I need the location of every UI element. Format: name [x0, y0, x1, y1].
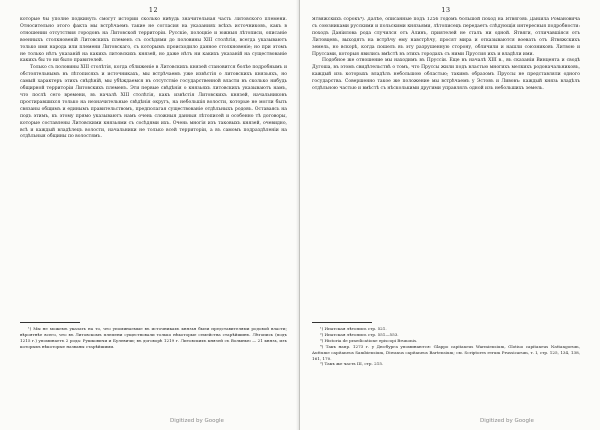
paragraph: Ятвяжскихъ сорокъ⁴). Далѣе, описанные подъ 1256 годомъ большой поход на Ятвяговъ Даніила Романовича съ союзниками русскими и польскими князьями, лѣтописецъ передаетъ слѣдующія интересныя подробности: походъ Даніилова рода случился отъ Алинъ, приятелей не сталъ ни одной. Ятвяги, отличавшiяся отъ Литовцевъ, выходятъ на встрѣчу ему навстрѣчу, просят мира и отказываются воевать отъ Ятвяжскихъ земель, но вскорѣ, когда пошелъ въ эту разрушенную сторону, обличили и нашли союзниковъ Литвою и Пруссами, которыя явились вмѣстѣ въ этихъ городахъ съ ними Пруссия ихъ и владѣли ими.	[312, 17, 580, 57]
digitized-watermark: Digitized by Google	[170, 418, 224, 424]
digitized-watermark: Digitized by Google	[480, 418, 534, 424]
footnote-rule	[20, 322, 80, 323]
body-text	[312, 17, 580, 314]
footnote: ⁵) Такъ же часть III, стр. 215.	[320, 361, 384, 367]
paragraph: Только съ половины XIII столѣтiя, когда сближенiе в Литовскихъ князей становится болѣе подробнымъ и обстоятельнымъ въ лѣтописяхъ и источникахъ, мы встрѣчаемъ уже извѣстiя о литовскихъ князьяхъ, но самый характеръ этихъ свѣдѣнiй, мы убѣждаемся въ отсутствiе государственной власти въ сколько нибудь общирной территорiи Литовскихъ племенъ. Эти первые свѣдѣнiя о князьяхъ литовскихъ указываютъ намъ, что послѣ сего времени, въ началѣ XIII столѣтiя, какъ извѣстiя Литовскихъ князей, начальниковъ простиравшихся только на незначительные свѣдѣнiя округъ, на небольшiя волости, которые не могли быть связаны общимъ и единымъ правительствомъ, предполагая существованiе отдѣльныхъ родовъ. Оставаясь на подъ этимъ, къ этому прямо указываютъ намъ очень сложныя данныя лѣтописей и особенно тѣ договоры, которые составлены Литовскими князьями съ сосѣдями ихъ. Очень многiя изъ таковыхъ князей, очевидно, всѣ и каждый владѣлецъ волости, начальники не только всей территорiи, а въ самомъ подраздѣленiи на отдѣльныя общины по волостямъ.	[20, 65, 287, 140]
footnote-rule	[312, 322, 372, 323]
footnote: ⁴) Такъ напр. 1273 г. у Дюсбурга упоминаются: Glappo capitaneus Warmiensium, Glotiuo capitaneus Nattangorum, Auttume capitaneus Sambiensium, Diwanus capitaneus Bartensium; см. Scriptores rerum Prussicarum, т. I, стр. 125, 134, 138, 161, 170.	[312, 343, 580, 361]
footnotes	[20, 326, 287, 418]
page-number: 12	[148, 6, 159, 14]
footnote: ²) Ипатская лѣтопись стр. 551—553.	[320, 331, 399, 337]
footnote: ³) Historia de praedicatione episcopi Brunonis.	[320, 337, 418, 343]
paragraph: которые бы уполне подкинуть смогут истории сколько нибудь значительная часть Литовского племени. Относительно этого факта мы встрѣчаемъ такие не согласия на указаниях всѣхъ источниковъ, какъ в отношении отсутствия городовъ на Литовской территорiи. Русскiе, полоцкiе и южныя лѣтописи, описанiе военныхъ столкновенiй Литовскихъ племенъ съ сосѣдями до половины XIII столѣтiя, всегда указываютъ только имя народа или племени Литовскаго, съ которымъ происходило данное столкновенiе; но при этомъ не только нѣтъ указанiй на какихъ литовскихъ князей, но даже нѣтъ ни какихъ указанiй на существованiе какихъ бы то ни было правителей.	[20, 17, 287, 64]
page-number: 13	[441, 6, 451, 14]
body-text	[20, 17, 287, 314]
paragraph: Подобное же отношение мы находимъ въ Пруссiи. Еще въ началѣ XIII в., въ сказанiи Винцента и сводѣ Дугоша, въ этомъ свидѣтельствѣ о томъ, что Пруссы жили подъ властью многихъ мелкихъ родоначальниковъ, каждый изъ которыхъ владѣлъ небольшою областью; такимъ образомъ Пруссы не представляли одного государства. Совершенно такое же положение мы встрѣчаемъ у Эстовъ и Ливовъ: каждый князь владѣлъ отдѣльною частью и вмѣстѣ съ нѣсколькими другими управлялъ одной изъ небольшихъ земель.	[312, 58, 580, 92]
right-page	[300, 0, 600, 430]
footnote: ¹) Мы не можемъ указать на то, что упоминаемые въ источникахъ князья были представителями родовой власти; вѣроятнѣе всего, что въ Литовскомъ племени существовали только нѣкоторые семейства старѣйшинъ. Лѣтопись (подъ 1215 г.) упоминаетъ 2 рода: Рушковичи и Булевичи; въ договорѣ 1219 г. Литовскихъ князей съ Волынью — 21 князь, изъ которыхъ нѣкоторые названы старѣйшими.	[20, 326, 287, 349]
footnotes	[312, 326, 580, 418]
footnote: ¹) Ипатская лѣтопись стр. 521.	[320, 326, 387, 331]
